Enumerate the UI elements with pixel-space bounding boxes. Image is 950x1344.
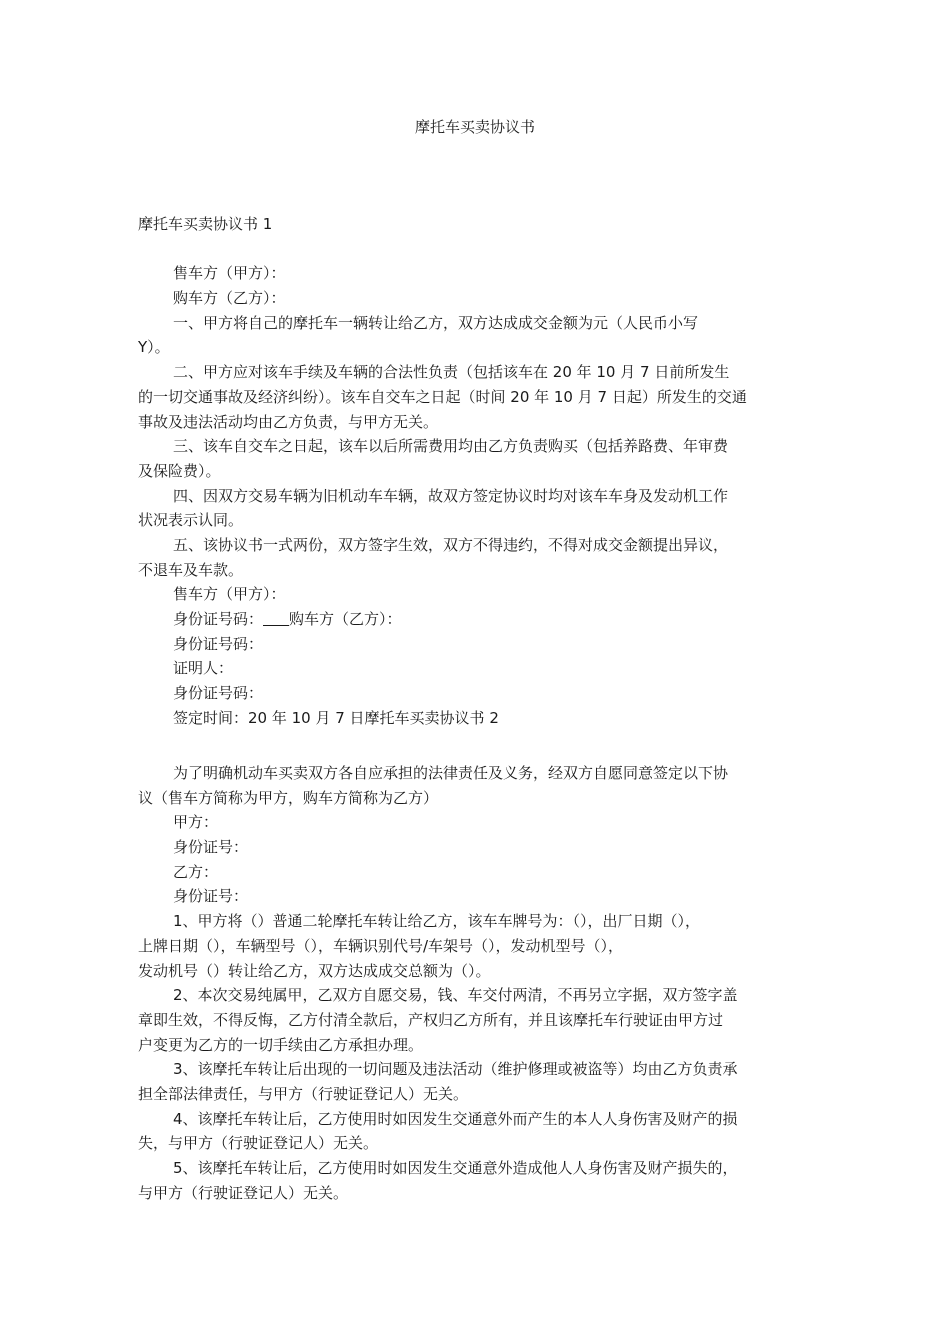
term-3: 3、该摩托车转让后出现的一切问题及违法活动（维护修理或被盗等）均由乙方负责承 — [173, 1060, 738, 1079]
id-number-line: 身份证号： — [173, 887, 249, 906]
term-1-cont: 发动机号（）转让给乙方，双方达成成交总额为（）。 — [138, 961, 491, 980]
id-number-line: 身份证号码： — [173, 634, 264, 653]
clause-2-cont: 事故及违法活动均由乙方负责，与甲方无关。 — [138, 412, 439, 431]
clause-1: 一、甲方将自己的摩托车一辆转让给乙方，双方达成成交金额为元（人民币小写 — [173, 313, 699, 332]
id-number-line: 身份证号： — [173, 838, 249, 857]
clause-3: 三、该车自交车之日起，该车以后所需费用均由乙方负责购买（包括养路费、年审费 — [173, 437, 729, 456]
term-5: 5、该摩托车转让后，乙方使用时如因发生交通意外造成他人人身伤害及财产损失的， — [173, 1159, 738, 1177]
buyer-signature-label: 购车方（乙方）： — [289, 610, 402, 628]
term-2-cont: 户变更为乙方的一切手续由乙方承担办理。 — [138, 1035, 424, 1054]
id-number-label: 身份证号码： — [173, 610, 264, 628]
buyer-line: 购车方（乙方）： — [173, 289, 286, 308]
signing-date-line: 签定时间：20 年 10 月 7 日摩托车买卖协议书 2 — [173, 708, 499, 727]
term-4: 4、该摩托车转让后，乙方使用时如因发生交通意外而产生的本人人身伤害及财产的损 — [173, 1109, 738, 1128]
spacer — [138, 237, 818, 262]
clause-5: 五、该协议书一式两份，双方签字生效，双方不得违约，不得对成交金额提出异议， — [173, 535, 729, 554]
agreement-section-2 — [138, 761, 818, 1205]
clause-4: 四、因双方交易车辆为旧机动车车辆，故双方签定协议时均对该车车身及发动机工作 — [173, 486, 729, 505]
term-1-cont: 上牌日期（），车辆型号（），车辆识别代号/车架号（），发动机型号（）， — [138, 936, 624, 955]
clause-2-cont: 的一切交通事故及经济纠纷）。该车自交车之日起（时间 20 年 10 月 7 日起）所发生的交通 — [138, 387, 747, 406]
term-1: 1、甲方将（）普通二轮摩托车转让给乙方，该车车牌号为：（），出厂日期（）， — [173, 912, 701, 931]
preamble: 为了明确机动车买卖双方各自应承担的法律责任及义务，经双方自愿同意签定以下协 — [173, 764, 729, 782]
clause-5-cont: 不退车及车款。 — [138, 560, 244, 579]
id-number-line: 身份证号码： — [173, 684, 264, 703]
preamble-cont: 议（售车方简称为甲方，购车方简称为乙方） — [138, 788, 439, 807]
term-3-cont: 担全部法律责任，与甲方（行驶证登记人）无关。 — [138, 1084, 469, 1103]
document-title: 摩托车买卖协议书 — [414, 118, 535, 136]
clause-4-cont: 状况表示认同。 — [138, 511, 244, 530]
party-a-line: 甲方： — [173, 813, 219, 832]
seller-line: 售车方（甲方）： — [173, 264, 286, 283]
witness-line: 证明人： — [173, 659, 234, 678]
term-2: 2、本次交易纯属甲，乙双方自愿交易，钱、车交付两清，不再另立字据，双方签字盖 — [173, 986, 738, 1005]
clause-2: 二、甲方应对该车手续及车辆的合法性负责（包括该车在 20 年 10 月 7 日前所发生 — [173, 363, 730, 382]
id-number-line — [138, 607, 818, 632]
section-heading: 摩托车买卖协议书 1 — [138, 215, 273, 233]
term-4-cont: 失，与甲方（行驶证登记人）无关。 — [138, 1134, 379, 1153]
party-b-line: 乙方： — [173, 862, 219, 881]
seller-signature-line: 售车方（甲方）： — [173, 585, 286, 604]
fill-blank — [263, 609, 289, 626]
agreement-section-1 — [138, 212, 818, 730]
clause-1-cont: Y）。 — [138, 338, 170, 357]
clause-3-cont: 及保险费）。 — [138, 461, 221, 480]
term-5-cont: 与甲方（行驶证登记人）无关。 — [138, 1183, 349, 1202]
term-2-cont: 章即生效，不得反悔，乙方付清全款后，产权归乙方所有，并且该摩托车行驶证由甲方过 — [138, 1010, 724, 1029]
